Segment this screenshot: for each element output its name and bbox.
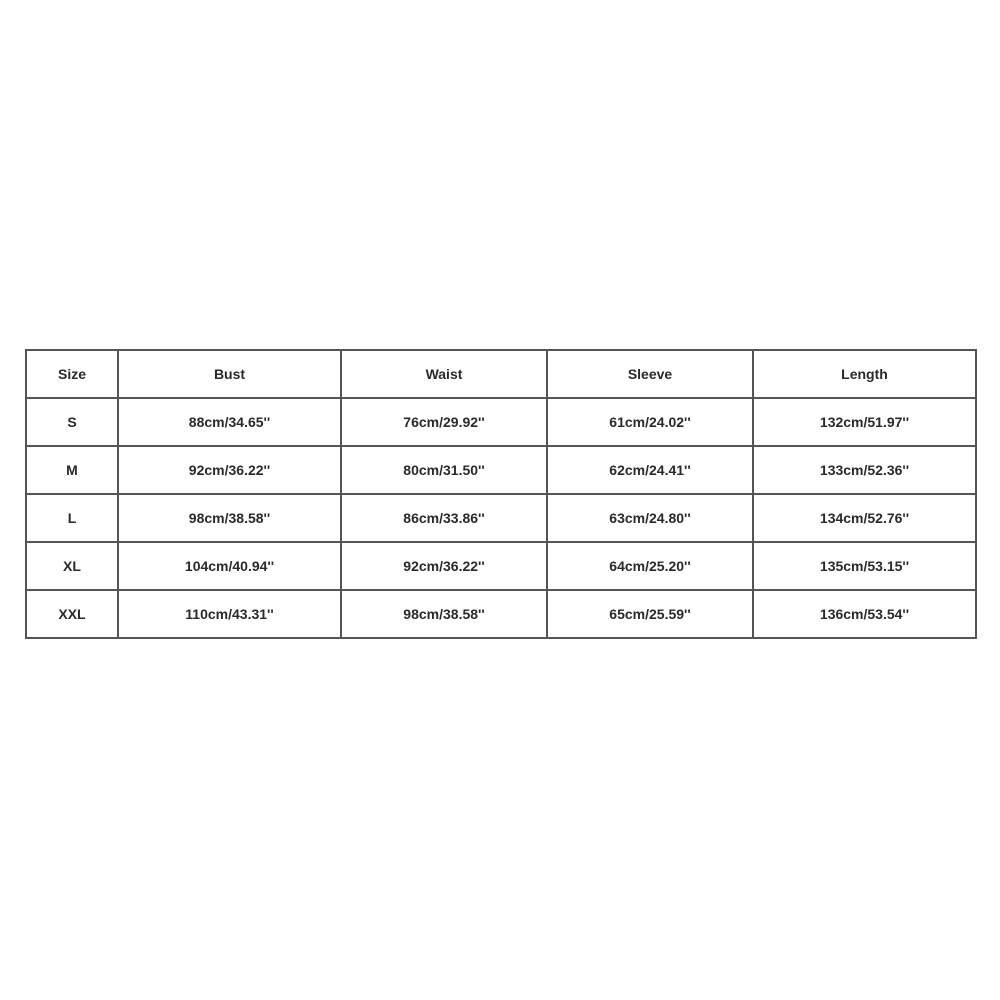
header-bust: Bust — [118, 350, 341, 398]
waist-cell: 86cm/33.86'' — [341, 494, 547, 542]
header-sleeve: Sleeve — [547, 350, 753, 398]
length-cell: 134cm/52.76'' — [753, 494, 976, 542]
sleeve-cell: 63cm/24.80'' — [547, 494, 753, 542]
length-cell: 136cm/53.54'' — [753, 590, 976, 638]
header-row — [26, 350, 976, 398]
header-waist: Waist — [341, 350, 547, 398]
header-length: Length — [753, 350, 976, 398]
sleeve-cell: 65cm/25.59'' — [547, 590, 753, 638]
table-row — [26, 494, 976, 542]
waist-cell: 80cm/31.50'' — [341, 446, 547, 494]
waist-cell: 92cm/36.22'' — [341, 542, 547, 590]
length-cell: 135cm/53.15'' — [753, 542, 976, 590]
bust-cell: 110cm/43.31'' — [118, 590, 341, 638]
sleeve-cell: 61cm/24.02'' — [547, 398, 753, 446]
sleeve-cell: 64cm/25.20'' — [547, 542, 753, 590]
sleeve-cell: 62cm/24.41'' — [547, 446, 753, 494]
bust-cell: 92cm/36.22'' — [118, 446, 341, 494]
table-row — [26, 398, 976, 446]
header-size: Size — [26, 350, 118, 398]
waist-cell: 76cm/29.92'' — [341, 398, 547, 446]
size-cell: M — [26, 446, 118, 494]
length-cell: 132cm/51.97'' — [753, 398, 976, 446]
bust-cell: 98cm/38.58'' — [118, 494, 341, 542]
bust-cell: 88cm/34.65'' — [118, 398, 341, 446]
size-cell: XXL — [26, 590, 118, 638]
length-cell: 133cm/52.36'' — [753, 446, 976, 494]
size-chart-table — [25, 349, 977, 639]
table-row — [26, 590, 976, 638]
waist-cell: 98cm/38.58'' — [341, 590, 547, 638]
bust-cell: 104cm/40.94'' — [118, 542, 341, 590]
table-row — [26, 446, 976, 494]
size-cell: L — [26, 494, 118, 542]
size-cell: XL — [26, 542, 118, 590]
size-cell: S — [26, 398, 118, 446]
table-row — [26, 542, 976, 590]
